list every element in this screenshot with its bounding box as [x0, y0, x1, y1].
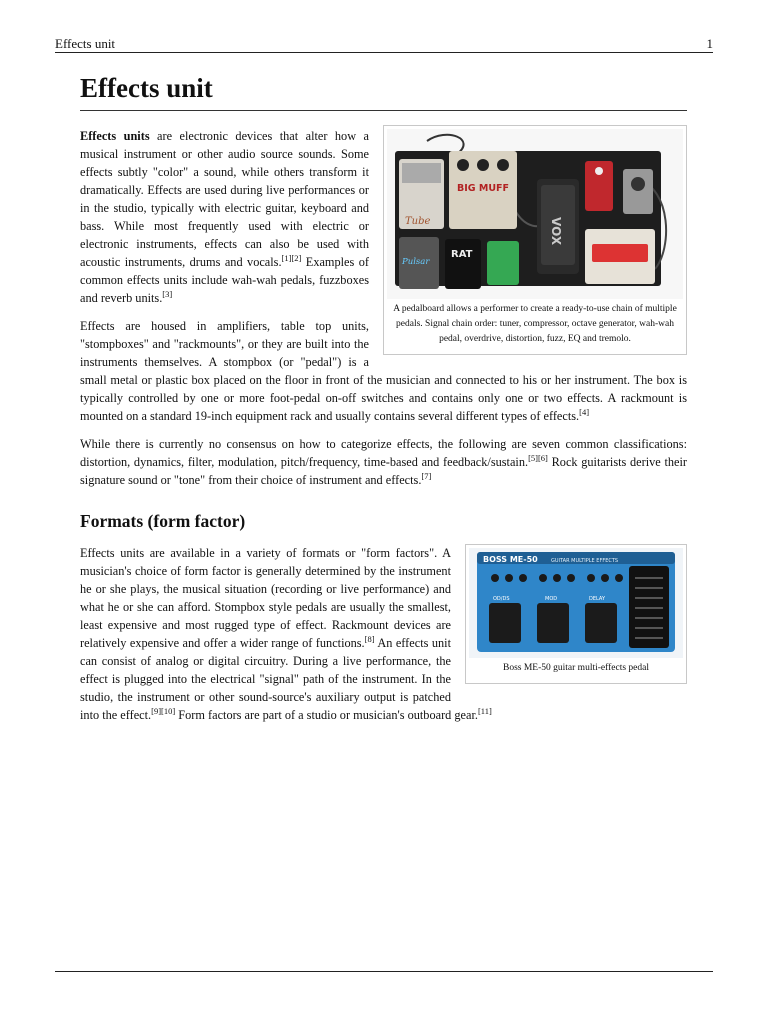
formats-p1-text-b: An effects unit can consist of analog or digital circuitry. During a live performance, the effect is plugged into the electrical "signal" path of the instrument. In the studio, the instrument or other sound-source's auxiliary output is patched into the effect.	[80, 636, 451, 723]
big-muff-label: BIG MUFF	[457, 183, 510, 195]
boss-brand-label: BOSS ME-50	[483, 555, 538, 565]
pulsar-label: Pulsar	[402, 257, 430, 268]
boss-knob-label-2: MOD	[545, 596, 558, 603]
ref-4[interactable]: [4]	[579, 407, 590, 418]
intro-p3-text-b: Rock guitarists derive their signature sound or "tone" from their choice of instrument and effects.	[80, 455, 687, 488]
boss-me50-image	[469, 548, 683, 658]
pedalboard-image	[387, 129, 683, 299]
intro-p3-text-a: While there is currently no consensus on how to categorize effects, the following are seven common classifications: distortion, dynamics, filter, modulation, pitch/frequency, time-based and feedback/sustain.	[80, 437, 687, 470]
boss-knob-label-1: OD/DS	[493, 596, 510, 603]
boss-knob-label-3: DELAY	[589, 596, 605, 603]
intro-p1-text-a: are electronic devices that alter how a musical instrument or other audio source sounds. Some effects subtly "color" a sound, while others transform it dramatically. Effects are used during live performances or in the studio, typically with electric guitar, keyboard and bass. While most frequently used with electric or electronic instruments, effects can also be used with acoustic instruments, drums and vocals.	[80, 129, 369, 270]
article-body	[80, 72, 687, 734]
footer-rule	[55, 971, 713, 972]
page-title: Effects unit	[80, 72, 687, 111]
running-header	[55, 34, 713, 53]
tube-pedal-label: Tube	[405, 216, 431, 228]
ref-1-2[interactable]: [1][2]	[281, 253, 302, 264]
formats-p1-text-a: Effects units are available in a variety of formats or "form factors". A musician's choice of form factor is generally determined by the instrument he or she plays, the musical situation (recording or live performance) and what he or she can afford. Stompbox style pedals are usually the smallest, least expensive and most rugged type of effect. Rackmount devices are relatively expensive and offer a wider range of functions.	[80, 546, 451, 651]
boss-me50-caption: Boss ME-50 guitar multi-effects pedal	[503, 663, 649, 674]
ref-8[interactable]: [8]	[364, 634, 375, 645]
rat-label: RAT	[451, 249, 473, 261]
page-number: 1	[706, 36, 713, 51]
ref-3[interactable]: [3]	[162, 289, 173, 300]
formats-p1-text-c: Form factors are part of a studio or musician's outboard gear.	[175, 708, 478, 723]
ref-11[interactable]: [11]	[477, 706, 492, 717]
pedalboard-caption: A pedalboard allows a performer to create a ready-to-use chain of multiple pedals. Signal chain order: tuner, compressor, octave generator, wah-wah pedal, overdrive, distortion, fuzz, EQ and tremolo.	[393, 304, 677, 345]
vox-label: VOX	[549, 217, 563, 246]
boss-me50-illustration	[469, 548, 683, 658]
boss-me50-figure	[465, 544, 687, 684]
intro-p1-text-b: Examples of common effects units include wah-wah pedals, fuzzboxes and reverb units.	[80, 255, 369, 306]
intro-p2-text: Effects are housed in amplifiers, table top units, "stompboxes" and "rackmounts", or they are built into the instruments themselves. A stompbox (or "pedal") is a small metal or plastic box placed on the floor in front of the musician and connected to his or her instrument. The box is typically controlled by one or more foot-pedal on-off switches and contains only one or two effects. A rackmount is mounted on a standard 19-inch equipment rack and usually contains several different types of effects.	[80, 319, 687, 424]
pedalboard-illustration	[387, 129, 683, 299]
section-heading-formats: Formats (form factor)	[80, 511, 246, 532]
header-title: Effects unit	[55, 36, 116, 51]
ref-7[interactable]: [7]	[421, 471, 432, 482]
pedalboard-figure	[383, 125, 687, 355]
boss-subtitle-label: GUITAR MULTIPLE EFFECTS	[551, 558, 619, 565]
ref-5-6[interactable]: [5][6]	[528, 453, 548, 464]
intro-paragraph-3	[80, 435, 687, 489]
ref-9-10[interactable]: [9][10]	[151, 706, 176, 717]
intro-bold-term: Effects units	[80, 129, 150, 144]
